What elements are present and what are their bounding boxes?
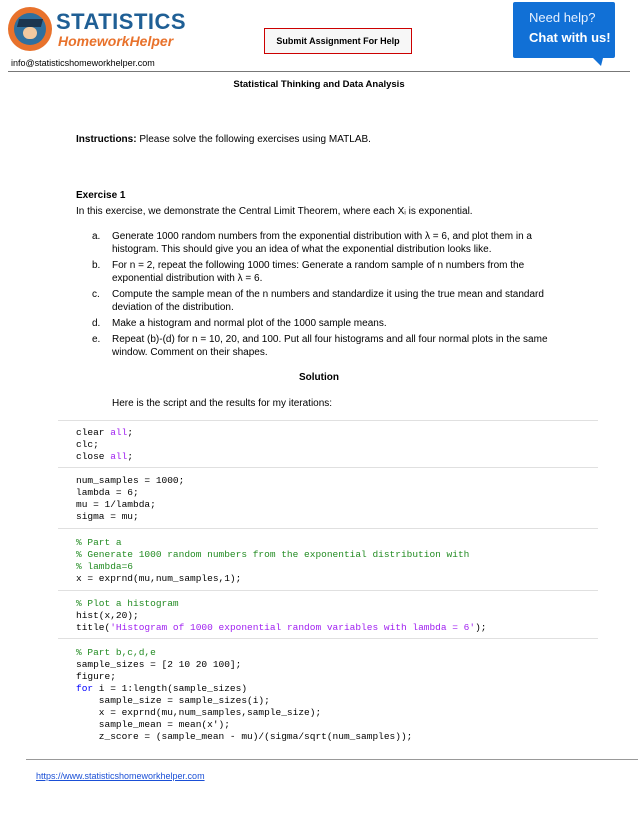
- code-line: [76, 731, 412, 742]
- code-line: [76, 659, 241, 670]
- code-token: % Part a: [76, 537, 122, 548]
- list-item-text: Generate 1000 random numbers from the exponential distribution with λ = 6, and plot them in a histogram. This should give you an idea of what the exponential distribution looks like.: [112, 231, 532, 255]
- list-item: [92, 317, 572, 330]
- code-line: [76, 573, 241, 584]
- code-token: sample_mean = mean(x');: [76, 719, 230, 730]
- footer-divider: [26, 759, 638, 760]
- code-token: all: [110, 451, 128, 462]
- logo-text-homeworkhelper: HomeworkHelper: [58, 33, 174, 49]
- code-token: sample_size = sample_sizes(i);: [76, 695, 270, 706]
- code-line: [76, 647, 156, 658]
- code-block-3: [76, 537, 469, 585]
- code-line: [76, 475, 184, 486]
- code-line: [76, 427, 133, 438]
- instructions: [76, 134, 371, 145]
- code-token: 'Histogram of 1000 exponential random variables with lambda = 6': [110, 622, 476, 633]
- chat-widget-button[interactable]: [513, 2, 615, 58]
- code-block-divider: [58, 467, 598, 468]
- code-block-5: [76, 647, 412, 743]
- code-token: % Part b,c,d,e: [76, 647, 156, 658]
- code-line: [76, 487, 139, 498]
- code-token: close: [76, 451, 111, 462]
- chat-line2: Chat with us!: [529, 30, 611, 45]
- code-block-4: [76, 598, 486, 634]
- code-token: ;: [127, 427, 134, 438]
- list-item-text: Make a histogram and normal plot of the 1000 sample means.: [112, 318, 387, 329]
- list-item-letter: b.: [92, 260, 101, 271]
- list-item: [92, 230, 572, 256]
- code-line: [76, 549, 469, 560]
- code-token: hist(x,20);: [76, 610, 139, 621]
- logo-text-statistics: STATISTICS: [56, 9, 187, 34]
- code-token: num_samples = 1000;: [76, 475, 185, 486]
- code-line: [76, 695, 270, 706]
- code-line: [76, 511, 139, 522]
- code-line: [76, 451, 133, 462]
- code-token: clc;: [76, 439, 99, 450]
- list-item-letter: c.: [92, 289, 100, 300]
- exercise-list: [92, 230, 572, 362]
- code-block-1: [76, 427, 133, 463]
- instructions-label: Instructions:: [76, 134, 137, 145]
- code-token: clear: [76, 427, 111, 438]
- list-item-letter: e.: [92, 334, 101, 345]
- code-line: [76, 707, 321, 718]
- code-line: [76, 499, 156, 510]
- code-token: % Generate 1000 random numbers from the exponential distribution with: [76, 549, 470, 560]
- document-title: Statistical Thinking and Data Analysis: [233, 79, 405, 90]
- exercise-heading: Exercise 1: [76, 190, 126, 201]
- code-token: lambda = 6;: [76, 487, 139, 498]
- code-token: title(: [76, 622, 111, 633]
- code-token: x = exprnd(mu,num_samples,1);: [76, 573, 242, 584]
- code-token: mu = 1/lambda;: [76, 499, 156, 510]
- code-line: [76, 561, 133, 572]
- code-line: [76, 622, 486, 633]
- code-token: x = exprnd(mu,num_samples,sample_size);: [76, 707, 322, 718]
- code-token: sample_sizes = [2 10 20 100];: [76, 659, 242, 670]
- site-logo[interactable]: [8, 7, 187, 51]
- code-token: figure;: [76, 671, 116, 682]
- code-line: [76, 719, 230, 730]
- solution-heading: Solution: [299, 372, 339, 383]
- solution-text: Here is the script and the results for my iterations:: [112, 398, 333, 409]
- code-block-divider: [58, 420, 598, 421]
- code-token: for: [76, 683, 94, 694]
- code-line: [76, 439, 99, 450]
- exercise-intro: In this exercise, we demonstrate the Central Limit Theorem, where each Xᵢ is exponential.: [76, 206, 473, 217]
- code-token: % lambda=6: [76, 561, 134, 572]
- list-item: [92, 259, 572, 285]
- instructions-text: Please solve the following exercises using MATLAB.: [136, 134, 371, 145]
- list-item-letter: d.: [92, 318, 101, 329]
- list-item-text: Repeat (b)-(d) for n = 10, 20, and 100. Put all four histograms and all four normal plots in the same window. Comment on their shapes.: [112, 334, 548, 358]
- code-token: );: [475, 622, 487, 633]
- code-token: sigma = mu;: [76, 511, 139, 522]
- list-item-text: Compute the sample mean of the n numbers and standardize it using the true mean and standard deviation of the distribution.: [112, 289, 544, 313]
- code-line: [76, 610, 139, 621]
- code-block-divider: [58, 590, 598, 591]
- footer-website-link[interactable]: https://www.statisticshomeworkhelper.com: [36, 771, 205, 781]
- code-block-2: [76, 475, 184, 523]
- code-token: z_score = (sample_mean - mu)/(sigma/sqrt(num_samples));: [76, 731, 413, 742]
- code-line: [76, 683, 247, 694]
- chat-line1: Need help?: [529, 10, 596, 25]
- submit-assignment-button[interactable]: Submit Assignment For Help: [264, 28, 412, 54]
- code-token: all: [110, 427, 128, 438]
- list-item-letter: a.: [92, 231, 101, 242]
- code-line: [76, 671, 116, 682]
- code-token: % Plot a histogram: [76, 598, 179, 609]
- list-item: [92, 288, 572, 314]
- code-token: ;: [127, 451, 134, 462]
- header-divider: [8, 71, 630, 72]
- code-block-divider: [58, 638, 598, 639]
- chat-bubble-tail: [593, 58, 603, 66]
- code-token: i = 1:length(sample_sizes): [93, 683, 248, 694]
- list-item-text: For n = 2, repeat the following 1000 times: Generate a random sample of n numbers from the exponential distribution with λ = 6.: [112, 260, 525, 284]
- list-item: [92, 333, 572, 359]
- code-line: [76, 537, 122, 548]
- logo-icon: [8, 7, 52, 51]
- code-block-divider: [58, 528, 598, 529]
- contact-email[interactable]: info@statisticshomeworkhelper.com: [11, 58, 155, 68]
- code-line: [76, 598, 179, 609]
